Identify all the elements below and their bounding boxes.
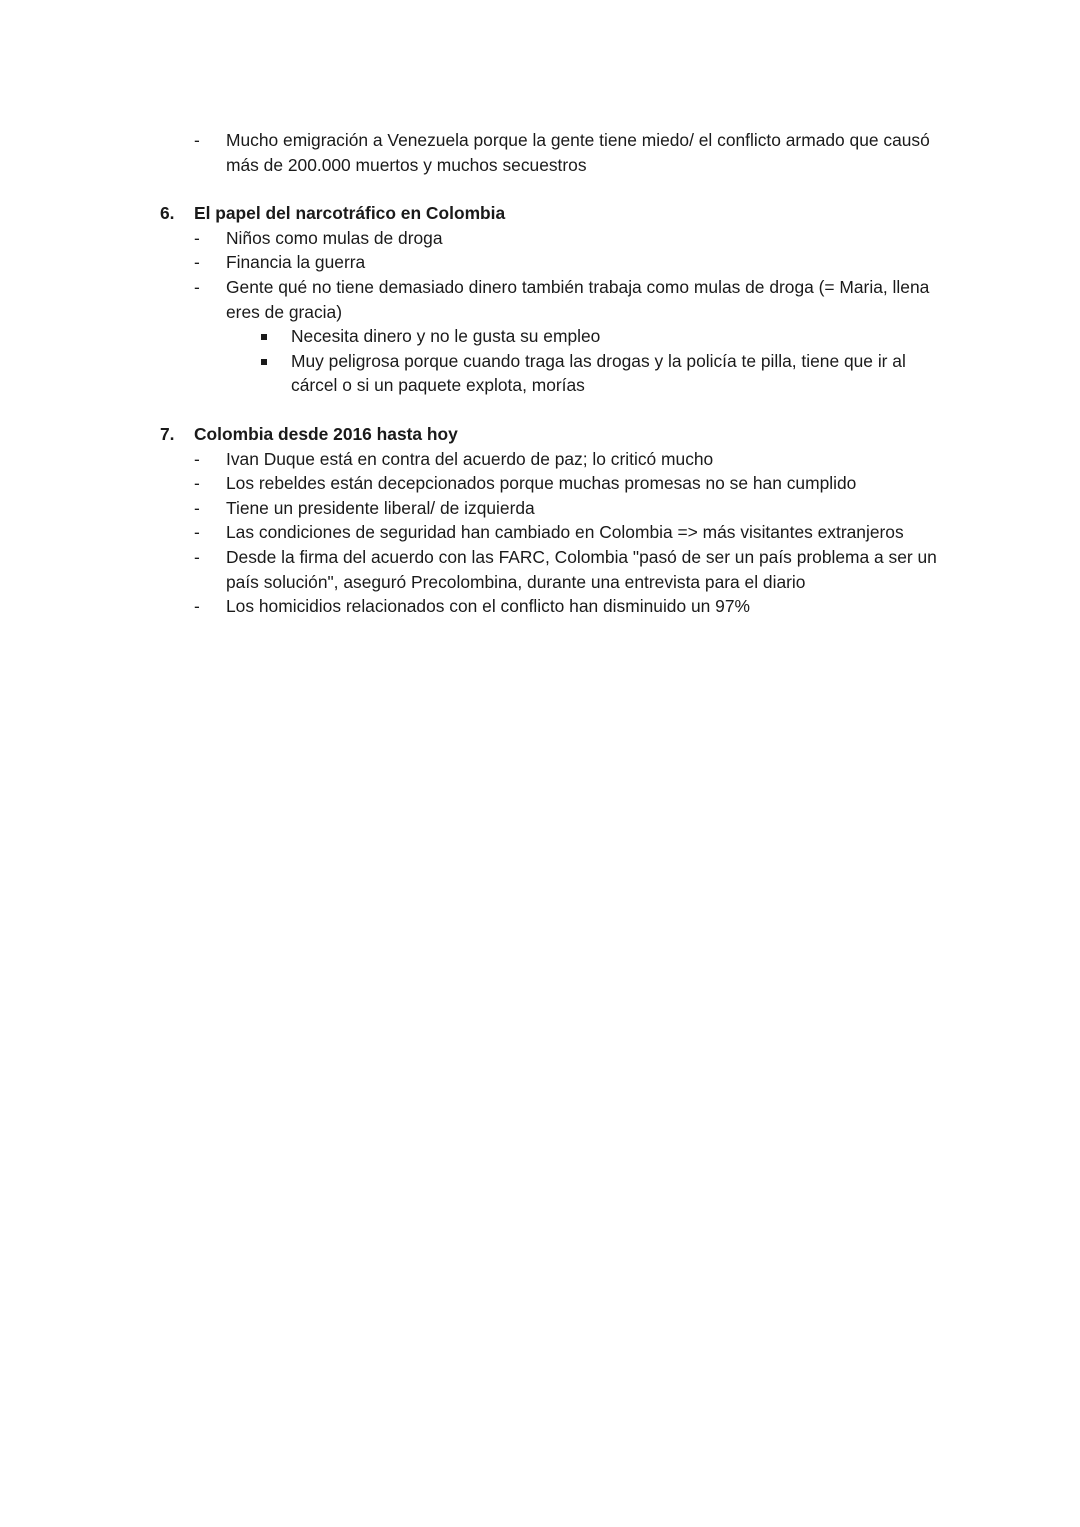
dash-bullet: -	[194, 130, 200, 150]
list-item-text: Financia la guerra	[226, 252, 366, 273]
list-item	[160, 471, 950, 496]
list-item-text: Gente qué no tiene demasiado dinero también trabaja como mulas de droga (= Maria, llena eres de gracia)	[226, 276, 930, 322]
sub-list-item	[160, 324, 950, 349]
list-item-text: Los homicidios relacionados con el conflicto han disminuido un 97%	[226, 596, 750, 617]
list-item	[160, 594, 950, 619]
list-item	[160, 520, 950, 545]
square-bullet-icon	[261, 359, 267, 365]
list-item-text: Niños como mulas de droga	[226, 227, 443, 248]
section-6-list	[160, 226, 950, 324]
list-item	[160, 496, 950, 521]
document-body	[160, 128, 950, 619]
list-item-text: Tiene un presidente liberal/ de izquierda	[226, 497, 535, 518]
section-number: 6.	[160, 203, 175, 224]
list-item-text: Mucho emigración a Venezuela porque la gente tiene miedo/ el conflicto armado que causó más de 200.000 muertos y muchos secuestros	[226, 130, 930, 175]
sub-list-item-text: Muy peligrosa porque cuando traga las drogas y la policía te pilla, tiene que ir al cárcel o si un paquete explota, morías	[291, 350, 906, 396]
list-item	[160, 128, 950, 177]
sub-list-item-text: Necesita dinero y no le gusta su empleo	[291, 326, 601, 347]
list-item	[160, 275, 950, 324]
list-item-text: Los rebeldes están decepcionados porque muchas promesas no se han cumplido	[226, 473, 857, 494]
square-bullet-icon	[261, 334, 267, 340]
dash-bullet: -	[194, 448, 200, 469]
list-item-text: Las condiciones de seguridad han cambiado en Colombia => más visitantes extranjeros	[226, 522, 904, 543]
section-title: Colombia desde 2016 hasta hoy	[194, 423, 458, 444]
intro-list	[160, 128, 950, 177]
dash-bullet: -	[194, 596, 200, 617]
dash-bullet: -	[194, 522, 200, 543]
section-7-list	[160, 447, 950, 619]
section-heading	[160, 422, 950, 447]
list-item	[160, 250, 950, 275]
dash-bullet: -	[194, 546, 200, 567]
dash-bullet: -	[194, 227, 200, 248]
dash-bullet: -	[194, 497, 200, 518]
list-item	[160, 226, 950, 251]
section-7	[160, 422, 950, 619]
dash-bullet: -	[194, 276, 200, 297]
list-item-text: Desde la firma del acuerdo con las FARC, Colombia "pasó de ser un país problema a ser un país solución", aseguró Precolombina, durante una entrevista para el diario	[226, 546, 937, 592]
sub-list-item	[160, 349, 950, 398]
list-item	[160, 545, 950, 594]
list-item	[160, 447, 950, 472]
section-number: 7.	[160, 423, 175, 444]
dash-bullet: -	[194, 473, 200, 494]
list-item-text: Ivan Duque está en contra del acuerdo de paz; lo criticó mucho	[226, 448, 714, 469]
section-title: El papel del narcotráfico en Colombia	[194, 203, 506, 224]
section-6	[160, 201, 950, 398]
dash-bullet: -	[194, 252, 200, 273]
section-6-sublist	[160, 324, 950, 398]
section-heading	[160, 201, 950, 226]
